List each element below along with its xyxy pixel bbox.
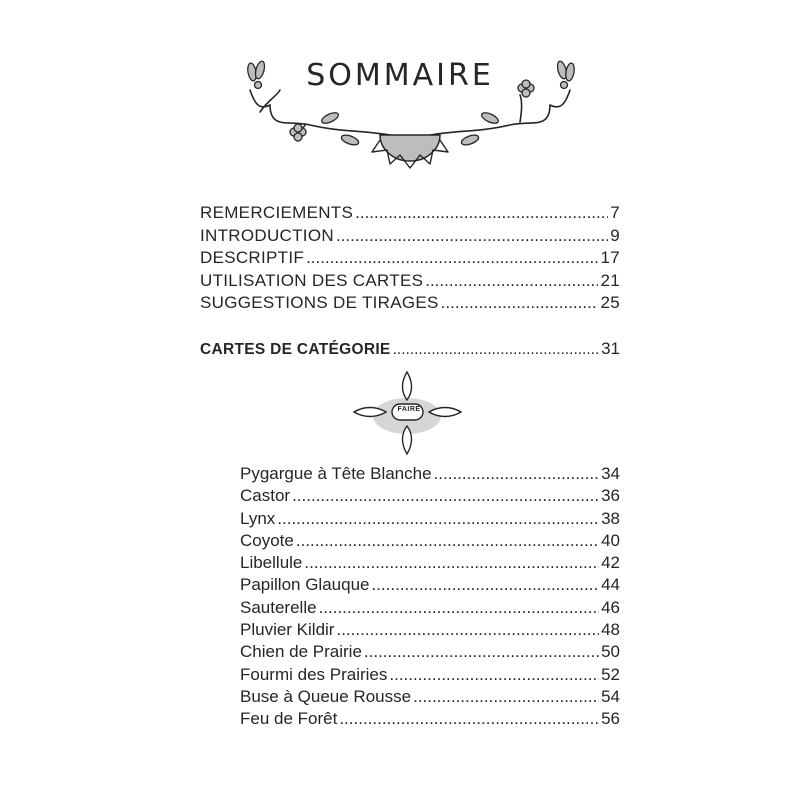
toc-entry-label: Sauterelle — [240, 597, 317, 617]
toc-entry-page: 54 — [601, 686, 620, 706]
toc-entry-page: 36 — [601, 486, 620, 506]
toc-entry[interactable] — [240, 463, 620, 485]
toc-entry-label: Pluvier Kildir — [240, 620, 335, 640]
toc-leader-dots — [292, 485, 599, 507]
toc-entry[interactable] — [200, 202, 620, 225]
toc-entry[interactable] — [240, 708, 620, 730]
toc-leader-dots — [304, 552, 599, 574]
category-label: CARTES DE CATÉGORIE — [200, 341, 391, 358]
toc-leader-dots — [277, 508, 599, 530]
toc-entry[interactable] — [200, 247, 620, 270]
toc-entry-label: Chien de Prairie — [240, 642, 362, 662]
toc-entry-label: REMERCIEMENTS — [200, 203, 354, 222]
toc-leader-dots — [319, 597, 600, 619]
cards-toc — [240, 463, 620, 731]
toc-leader-dots — [355, 202, 608, 225]
toc-entry-label: Coyote — [240, 530, 294, 550]
toc-entry[interactable] — [240, 641, 620, 663]
toc-entry-label: Fourmi des Prairies — [240, 664, 388, 684]
toc-entry-page: 25 — [600, 293, 620, 312]
toc-entry[interactable] — [240, 508, 620, 530]
toc-leader-dots — [389, 664, 599, 686]
toc-entry-label: DESCRIPTIF — [200, 248, 305, 267]
toc-leader-dots — [371, 574, 599, 596]
toc-leader-dots — [425, 270, 598, 293]
toc-leader-dots — [393, 339, 600, 361]
toc-entry-page: 50 — [601, 642, 620, 662]
toc-entry-label: Feu de Forêt — [240, 709, 338, 729]
toc-entry-label: UTILISATION DES CARTES — [200, 270, 424, 290]
toc-leader-dots — [306, 247, 598, 270]
toc-entry-page: 21 — [600, 270, 620, 290]
toc-entry-category[interactable] — [200, 338, 620, 361]
toc-entry[interactable] — [200, 270, 620, 293]
toc-leader-dots — [434, 463, 600, 485]
toc-entry-label: Castor — [240, 486, 291, 506]
toc-leader-dots — [336, 225, 608, 248]
toc-entry-page: 38 — [601, 508, 620, 528]
toc-entry-page: 9 — [610, 225, 620, 245]
toc-entry-page: 7 — [610, 203, 620, 222]
toc-leader-dots — [296, 530, 599, 552]
four-point-star-emblem-icon — [350, 368, 465, 458]
toc-entry-page: 42 — [601, 553, 620, 573]
toc-entry[interactable] — [240, 552, 620, 574]
toc-leader-dots — [364, 641, 599, 663]
toc-entry-page: 52 — [601, 664, 620, 684]
toc-leader-dots — [441, 292, 599, 315]
toc-entry[interactable] — [240, 574, 620, 596]
toc-entry[interactable] — [200, 292, 620, 315]
toc-entry-page: 46 — [601, 597, 620, 617]
toc-entry-label: Pygargue à Tête Blanche — [240, 464, 432, 483]
toc-leader-dots — [339, 708, 599, 730]
toc-entry-page: 34 — [601, 464, 620, 483]
toc-entry[interactable] — [240, 619, 620, 641]
toc-entry-page: 40 — [601, 530, 620, 550]
toc-entry-page: 17 — [600, 248, 620, 267]
toc-entry-label: Buse à Queue Rousse — [240, 686, 412, 706]
category-toc — [200, 338, 620, 361]
toc-entry[interactable] — [240, 597, 620, 619]
page-title: SOMMAIRE — [306, 58, 494, 93]
toc-entry[interactable] — [200, 225, 620, 248]
toc-entry-label: INTRODUCTION — [200, 225, 334, 245]
toc-entry-label: Lynx — [240, 508, 276, 528]
toc-entry-page: 44 — [601, 575, 620, 595]
toc-entry[interactable] — [240, 485, 620, 507]
toc-leader-dots — [336, 619, 599, 641]
toc-entry[interactable] — [240, 686, 620, 708]
toc-entry-label: Papillon Glauque — [240, 575, 370, 595]
main-toc — [200, 202, 620, 315]
toc-entry[interactable] — [240, 664, 620, 686]
toc-entry-label: Libellule — [240, 553, 303, 573]
emblem-label: FAIRE — [397, 406, 421, 413]
toc-entry[interactable] — [240, 530, 620, 552]
category-page: 31 — [601, 339, 620, 358]
toc-entry-label: SUGGESTIONS DE TIRAGES — [200, 293, 439, 312]
toc-entry-page: 56 — [601, 709, 620, 729]
toc-entry-page: 48 — [601, 620, 620, 640]
toc-leader-dots — [413, 686, 599, 708]
